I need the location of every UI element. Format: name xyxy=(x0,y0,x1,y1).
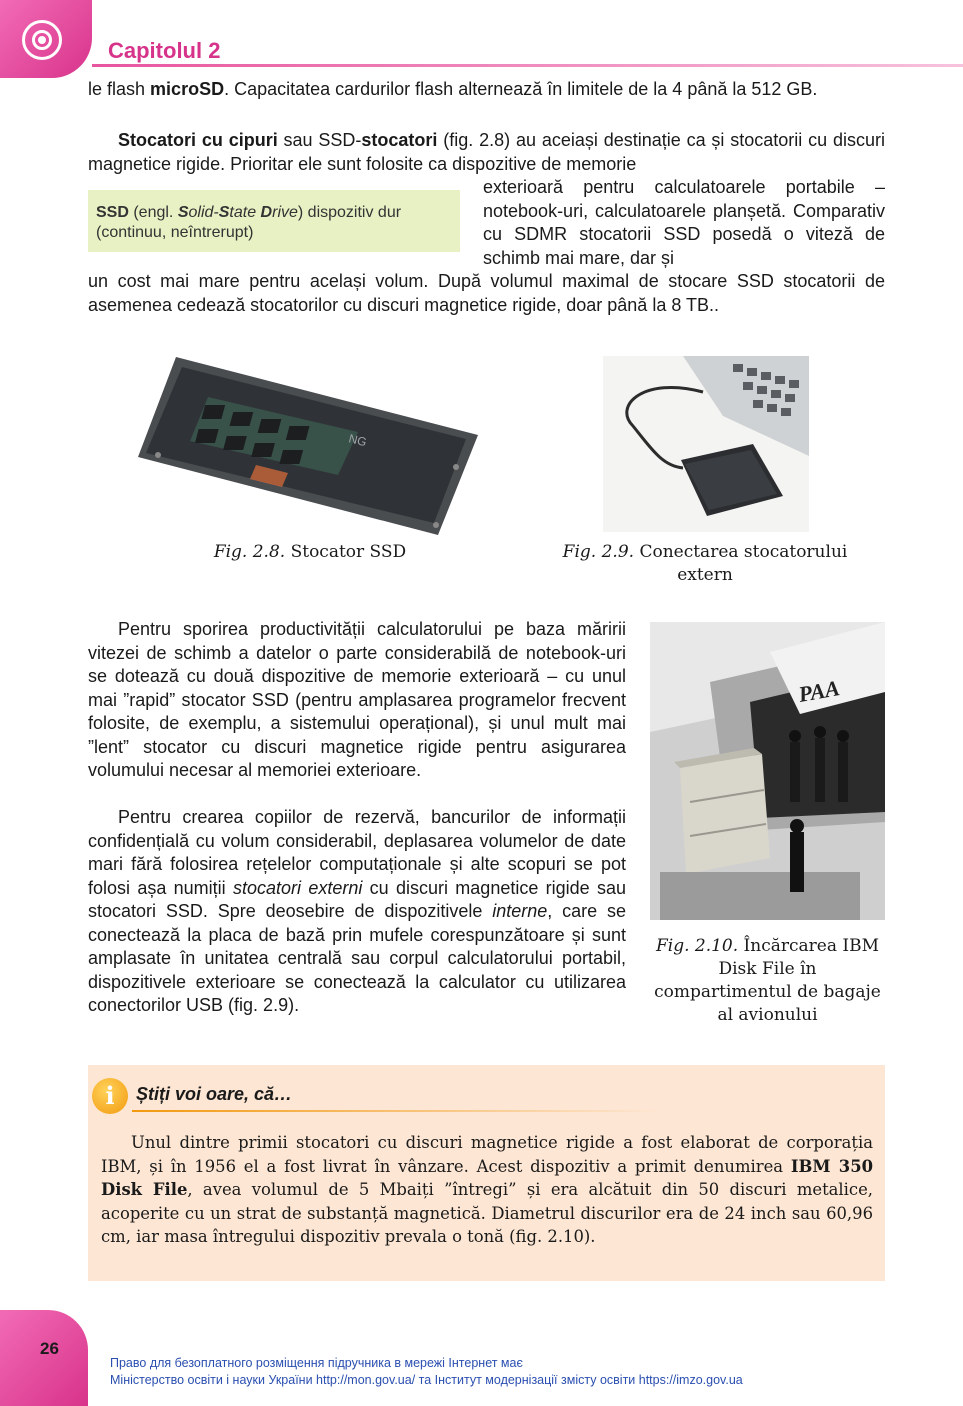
term-ibm-350: IBM 350 Disk File xyxy=(101,1156,874,1199)
text-run: Pentru crearea copiilor de rezervă, bancurilor de informații confidențială cu volum considerabil, deplasarea volumelor de date mari fără folosirea rețelelor computaționale și alte scopuri se pot folosi așa numiții xyxy=(88,807,626,898)
text-run: tate xyxy=(229,204,261,221)
figure-text: Conectarea stocatorului extern xyxy=(634,542,848,585)
text-run: , avea volumul de 5 Mbaiți ”întregi” și era alcătuit din 50 discuri metalice, acoperite cu un strat de substanță magnetică. Diametrul discurilor era de 24 inch sau 60,96 cm, iar masa întregului dispozitiv prevala o tonă (fig. 2.10). xyxy=(101,1180,873,1246)
text-run: D xyxy=(260,204,273,221)
paragraph-productivity xyxy=(88,618,626,783)
definition-text xyxy=(96,203,458,243)
term-stocatori: stocatori xyxy=(361,130,438,150)
text-run: olid- xyxy=(188,204,219,221)
text-run: (fig. 2.8) au aceiași destinație ca și stocatorii cu discuri magnetice rigide. Prioritar ele sunt folosite ca dispozitive de memorie xyxy=(88,130,885,174)
plane-logo-text: PAA xyxy=(796,675,842,707)
figure-caption-2-9 xyxy=(540,541,870,587)
text-run: cu discuri magnetice rigide sau stocatori SSD. Spre deosebire de dispozitivele xyxy=(88,877,627,921)
external-drive-image xyxy=(603,356,809,532)
figure-label: Fig. 2.9. xyxy=(562,542,635,562)
paragraph-ssd-end xyxy=(88,270,885,317)
text-run: exterioară pentru calculatoarele portabile – notebook-uri, calculatoarele planșetă. Comparativ cu SDMR stocatorii SSD posedă o viteză de schimb mai mare, dar și xyxy=(483,177,885,268)
text-run: un cost mai mare pentru același volum. După volumul maximal de stocare SSD stocatorii de asemenea cedează stocatorilor cu discuri magnetice rigide, doar până la 8 TB.. xyxy=(88,271,885,315)
term-external-storage: stocatori externi xyxy=(232,877,363,898)
did-you-know-title: Știți voi oare, că… xyxy=(136,1084,293,1104)
did-you-know-text xyxy=(101,1131,873,1249)
text-run: (engl. xyxy=(128,204,178,221)
text-run: sau SSD- xyxy=(277,130,362,150)
info-icon: i xyxy=(92,1078,128,1114)
paragraph-ssd xyxy=(88,129,885,176)
paragraph-external xyxy=(88,806,626,1018)
text-run: , care se conectează la placa de bază prin mufele corespunzătoare și sunt amplasate în unitatea centrală sau corpul calculatorului portabil, dispozitivele exterioare se conectează la calculator cu utilizarea conectorilor USB (fig. 2.9). xyxy=(88,901,627,1015)
figure-caption-2-10 xyxy=(650,935,885,1027)
text-run: rive xyxy=(272,204,298,221)
did-you-know-underline xyxy=(132,1110,660,1112)
figure-caption-2-8 xyxy=(180,541,440,564)
header-divider xyxy=(92,64,963,67)
figure-label: Fig. 2.10. xyxy=(655,936,739,956)
figure-text: Stocator SSD xyxy=(285,542,407,562)
paragraph-ssd-wrap xyxy=(483,176,885,270)
target-icon xyxy=(22,20,62,60)
svg-text:NG: NG xyxy=(347,431,369,450)
text-run: . Capacitatea cardurilor flash alternează în limitele de la 4 până la 512 GB. xyxy=(224,79,818,99)
term-ssd: SSD xyxy=(96,204,129,221)
text-run: le flash xyxy=(88,79,151,99)
figure-label: Fig. 2.8. xyxy=(213,542,286,562)
ibm-disk-file-photo xyxy=(650,622,885,920)
text-run: Unul dintre primii stocatori cu discuri magnetice rigide a fost elaborat de corporația IBM, și în 1956 el a fost livrat în vânzare. Acest dispozitiv a primit denumirea xyxy=(101,1133,873,1176)
text-run: S xyxy=(177,204,189,221)
text-run: Pentru sporirea productivității calculatorului pe baza măririi vitezei de schimb a datelor o parte considerabilă de notebook-uri se dotează cu două dispozitive de memorie exterioară – cu unul mai ”rapid” stocator SSD (pentru amplasarea programelor frecvent folosite, de exemplu, a sistemului operațional), și unul mult mai ”lent” stocator cu discuri magnetice rigide pentru asigurarea volumului necesar al memoriei exterioare. xyxy=(88,619,626,780)
chapter-title: Capitolul 2 xyxy=(108,38,221,63)
paragraph-intro xyxy=(88,78,885,102)
page-number: 26 xyxy=(40,1339,59,1358)
footer-line-2: Міністерство освіти і науки України http://mon.gov.ua/ та Інститут модернізації змісту освіти https://imzo.gov.ua xyxy=(110,1373,743,1387)
term-internal: interne xyxy=(492,901,548,921)
text-run: S xyxy=(218,204,230,221)
term-microsd: microSD xyxy=(150,79,225,99)
ssd-image xyxy=(138,357,478,535)
term-chip-storage: Stocatori cu cipuri xyxy=(118,130,278,150)
figure-text: Încărcarea IBM Disk File în compartimentul de bagaje al avionului xyxy=(654,936,881,1025)
footer-line-1: Право для безоплатного розміщення підручника в мережі Інтернет має xyxy=(110,1356,523,1370)
text-run: ) dispozitiv dur (continuu, neîntrerupt) xyxy=(96,204,402,241)
